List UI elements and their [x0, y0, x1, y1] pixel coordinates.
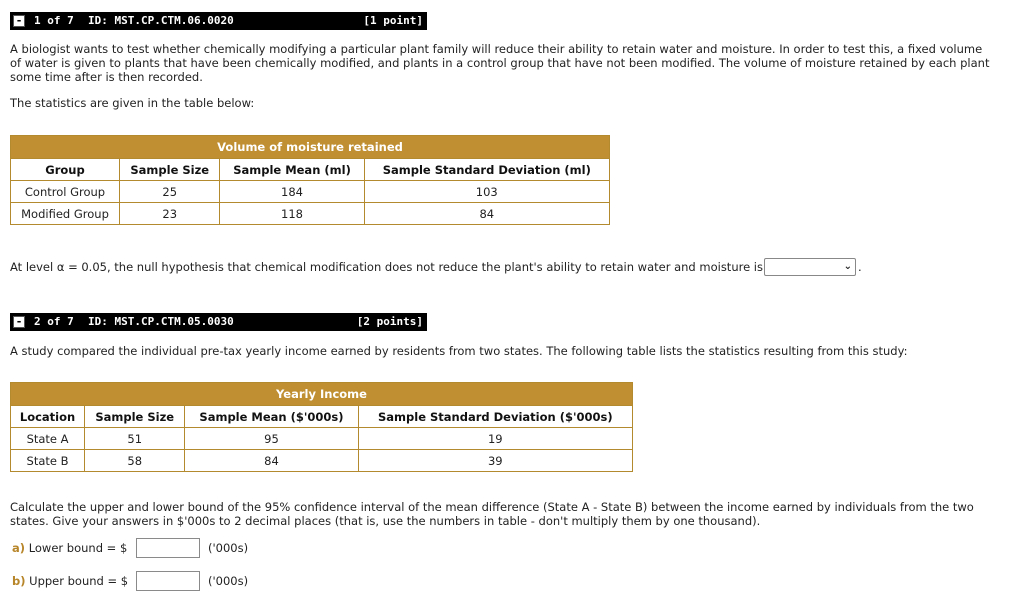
part-label: Lower bound = $: [28, 541, 128, 555]
table-cell: 103: [364, 181, 609, 203]
table-cell: Modified Group: [11, 203, 120, 225]
table-row: [11, 203, 610, 225]
upper-bound-label: [12, 574, 128, 588]
collapse-toggle-q1[interactable]: -: [13, 15, 25, 27]
question-points: [1 point]: [363, 14, 423, 27]
upper-bound-input[interactable]: [136, 571, 200, 591]
question-id: ID: MST.CP.CTM.06.0020: [88, 14, 234, 27]
hypothesis-dropdown[interactable]: [764, 258, 856, 276]
column-header: Location: [11, 406, 85, 428]
question-number: 1 of 7: [34, 14, 74, 27]
column-header: Sample Size: [120, 159, 220, 181]
table-cell: 51: [85, 428, 185, 450]
chevron-down-icon: ⌄: [843, 261, 852, 272]
column-header: Sample Standard Deviation (ml): [364, 159, 609, 181]
table-intro: The statistics are given in the table below:: [10, 96, 255, 110]
table-cell: State B: [11, 450, 85, 472]
table-cell: 184: [220, 181, 364, 203]
table-cell: 95: [185, 428, 358, 450]
column-header: Sample Standard Deviation ($'000s): [358, 406, 632, 428]
table-cell: Control Group: [11, 181, 120, 203]
table-cell: 23: [120, 203, 220, 225]
table-row: [11, 428, 633, 450]
question-number: 2 of 7: [34, 315, 74, 328]
table-cell: 84: [364, 203, 609, 225]
unit-label: ('000s): [208, 541, 249, 555]
question-1-header: [10, 12, 427, 30]
table-cell: 19: [358, 428, 632, 450]
collapse-toggle-q2[interactable]: -: [13, 316, 25, 328]
prompt-period: .: [858, 260, 862, 274]
table-cell: 58: [85, 450, 185, 472]
moisture-stats-table: [10, 135, 610, 225]
income-stats-table: [10, 382, 633, 472]
table-row: [11, 450, 633, 472]
unit-label: ('000s): [208, 574, 249, 588]
part-letter: b): [12, 574, 26, 588]
table-cell: State A: [11, 428, 85, 450]
lower-bound-label: [12, 541, 127, 555]
question-2-header: [10, 313, 427, 331]
part-letter: a): [12, 541, 26, 555]
table-caption: Volume of moisture retained: [11, 136, 610, 159]
table-cell: 39: [358, 450, 632, 472]
question-2-text: A study compared the individual pre-tax yearly income earned by residents from two states. The following table lists the statistics resulting from this study:: [10, 344, 908, 358]
table-row: [11, 181, 610, 203]
question-1-text: A biologist wants to test whether chemically modifying a particular plant family will reduce their ability to retain water and moisture. In order to test this, a fixed volume of water is given to plants that have been chemically modified, and plants in a control group that have not been modified. The volume of moisture retained by each plant some time after is then recorded.: [10, 42, 990, 84]
question-points: [2 points]: [356, 315, 423, 328]
column-header: Sample Size: [85, 406, 185, 428]
table-cell: 25: [120, 181, 220, 203]
question-id: ID: MST.CP.CTM.05.0030: [88, 315, 234, 328]
lower-bound-input[interactable]: [136, 538, 200, 558]
question-2-instruction: Calculate the upper and lower bound of the 95% confidence interval of the mean difference (State A - State B) between the income earned by individuals from the two states. Give your answers in $'000s to 2 decimal places (that is, use the numbers in table - don't multiply them by one thousand).: [10, 500, 974, 528]
table-cell: 84: [185, 450, 358, 472]
hypothesis-prompt: At level α = 0.05, the null hypothesis that chemical modification does not reduce the plant's ability to retain water and moisture is: [10, 260, 763, 274]
column-header: Group: [11, 159, 120, 181]
part-label: Upper bound = $: [29, 574, 129, 588]
table-cell: 118: [220, 203, 364, 225]
column-header: Sample Mean (ml): [220, 159, 364, 181]
column-header: Sample Mean ($'000s): [185, 406, 358, 428]
table-caption: Yearly Income: [11, 383, 633, 406]
